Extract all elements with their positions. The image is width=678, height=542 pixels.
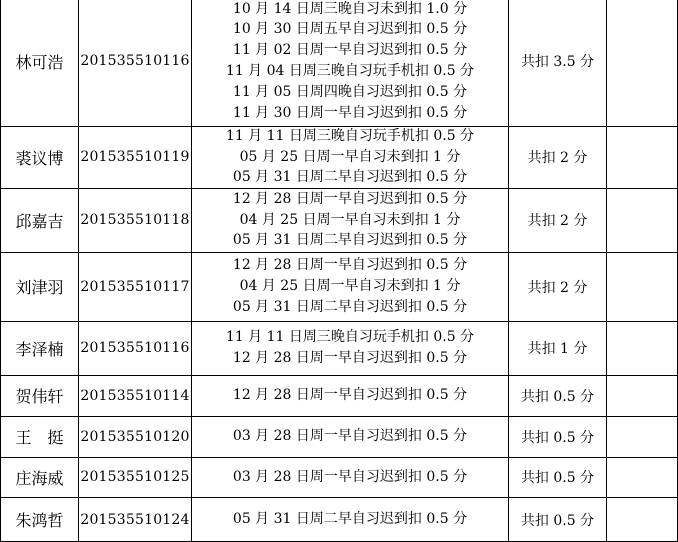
student-name: 裘议博: [0, 126, 78, 188]
deduction-record: 04 月 25 日周一早自习未到扣 1 分: [239, 278, 461, 295]
row-divider: [0, 252, 678, 253]
student-name: 林可浩: [0, 0, 78, 126]
student-name: 王 挺: [0, 416, 78, 457]
deduction-records: [191, 0, 508, 126]
student-id: 201535510124: [78, 497, 191, 542]
deduction-records: [191, 126, 508, 188]
deduction-records: [191, 497, 508, 542]
deduction-total: 共扣 0.5 分: [508, 457, 606, 497]
deduction-record: 03 月 28 日周一早自习迟到扣 0.5 分: [232, 428, 468, 445]
deduction-records: [191, 321, 508, 375]
remarks-cell: [606, 188, 678, 252]
deduction-total: 共扣 2 分: [508, 252, 606, 321]
deduction-record: 12 月 28 日周一早自习迟到扣 0.5 分: [232, 387, 468, 404]
student-name: 邱嘉吉: [0, 188, 78, 252]
student-name: 李泽楠: [0, 321, 78, 375]
column-divider: [78, 0, 79, 542]
deduction-record: 10 月 14 日周三晚自习未到扣 1.0 分: [232, 0, 468, 17]
student-name: 刘津羽: [0, 252, 78, 321]
deduction-records: [191, 416, 508, 457]
row-divider: [0, 188, 678, 189]
deduction-records: [191, 375, 508, 416]
remarks-cell: [606, 497, 678, 542]
deduction-total: 共扣 2 分: [508, 188, 606, 252]
remarks-cell: [606, 416, 678, 457]
deduction-record: 12 月 28 日周一早自习迟到扣 0.5 分: [232, 350, 468, 366]
deduction-records: [191, 188, 508, 252]
student-id: 201535510119: [78, 126, 191, 188]
student-id: 201535510120: [78, 416, 191, 457]
table-row: [0, 321, 678, 375]
deduction-record: 05 月 31 日周二早自习迟到扣 0.5 分: [232, 232, 468, 249]
deduction-record: 05 月 31 日周二早自习迟到扣 0.5 分: [232, 511, 468, 528]
student-id: 201535510116: [78, 0, 191, 126]
deduction-record: 12 月 28 日周一早自习迟到扣 0.5 分: [232, 257, 468, 274]
student-name: 贺伟轩: [0, 375, 78, 416]
deduction-record: 11 月 02 日周一早自习迟到扣 0.5 分: [232, 42, 468, 59]
remarks-cell: [606, 457, 678, 497]
row-divider: [0, 126, 678, 127]
deduction-record: 05 月 31 日周二早自习迟到扣 0.5 分: [232, 298, 468, 315]
remarks-cell: [606, 321, 678, 375]
remarks-cell: [606, 252, 678, 321]
deduction-total: 共扣 0.5 分: [508, 416, 606, 457]
row-divider: [0, 321, 678, 322]
table-row: [0, 457, 678, 497]
deduction-record: 11 月 11 日周三晚自习玩手机扣 0.5 分: [225, 329, 475, 346]
row-divider: [0, 457, 678, 458]
column-divider: [508, 0, 509, 542]
remarks-cell: [606, 0, 678, 126]
table-row: [0, 126, 678, 188]
deduction-total: 共扣 2 分: [508, 126, 606, 188]
student-name: 庄海威: [0, 457, 78, 497]
row-divider: [0, 416, 678, 417]
table-row: [0, 497, 678, 542]
student-id: 201535510116: [78, 321, 191, 375]
student-id: 201535510114: [78, 375, 191, 416]
student-id: 201535510118: [78, 188, 191, 252]
deduction-record: 05 月 25 日周一早自习未到扣 1 分: [239, 148, 461, 165]
deduction-total: 共扣 0.5 分: [508, 497, 606, 542]
deduction-record: 04 月 25 日周一早自习未到扣 1 分: [239, 211, 461, 228]
column-divider: [0, 0, 1, 542]
deduction-records: [191, 252, 508, 321]
deduction-record: 11 月 11 日周三晚自习玩手机扣 0.5 分: [225, 127, 475, 144]
deduction-total: 共扣 0.5 分: [508, 375, 606, 416]
student-name: 朱鸿哲: [0, 497, 78, 542]
table-row: [0, 416, 678, 457]
deduction-record: 03 月 28 日周一早自习迟到扣 0.5 分: [232, 468, 468, 485]
column-divider: [606, 0, 607, 542]
column-divider: [191, 0, 192, 542]
row-divider: [0, 497, 678, 498]
student-id: 201535510125: [78, 457, 191, 497]
deduction-total: 共扣 3.5 分: [508, 0, 606, 126]
deduction-record: 10 月 30 日周五早自习迟到扣 0.5 分: [232, 21, 468, 38]
remarks-cell: [606, 375, 678, 416]
deduction-record: 12 月 28 日周一早自习迟到扣 0.5 分: [232, 190, 468, 207]
table-row: [0, 375, 678, 416]
deduction-record: 11 月 05 日周四晚自习迟到扣 0.5 分: [232, 83, 468, 100]
table-row: [0, 0, 678, 126]
deduction-record: 11 月 30 日周一早自习迟到扣 0.5 分: [232, 104, 468, 121]
student-id: 201535510117: [78, 252, 191, 321]
deduction-record: 11 月 04 日周三晚自习玩手机扣 0.5 分: [225, 63, 475, 79]
deduction-record: 05 月 31 日周二早自习迟到扣 0.5 分: [232, 169, 468, 186]
remarks-cell: [606, 126, 678, 188]
deduction-records: [191, 457, 508, 497]
table-row: [0, 188, 678, 252]
table-row: [0, 252, 678, 321]
deduction-total: 共扣 1 分: [508, 321, 606, 375]
row-divider: [0, 375, 678, 376]
